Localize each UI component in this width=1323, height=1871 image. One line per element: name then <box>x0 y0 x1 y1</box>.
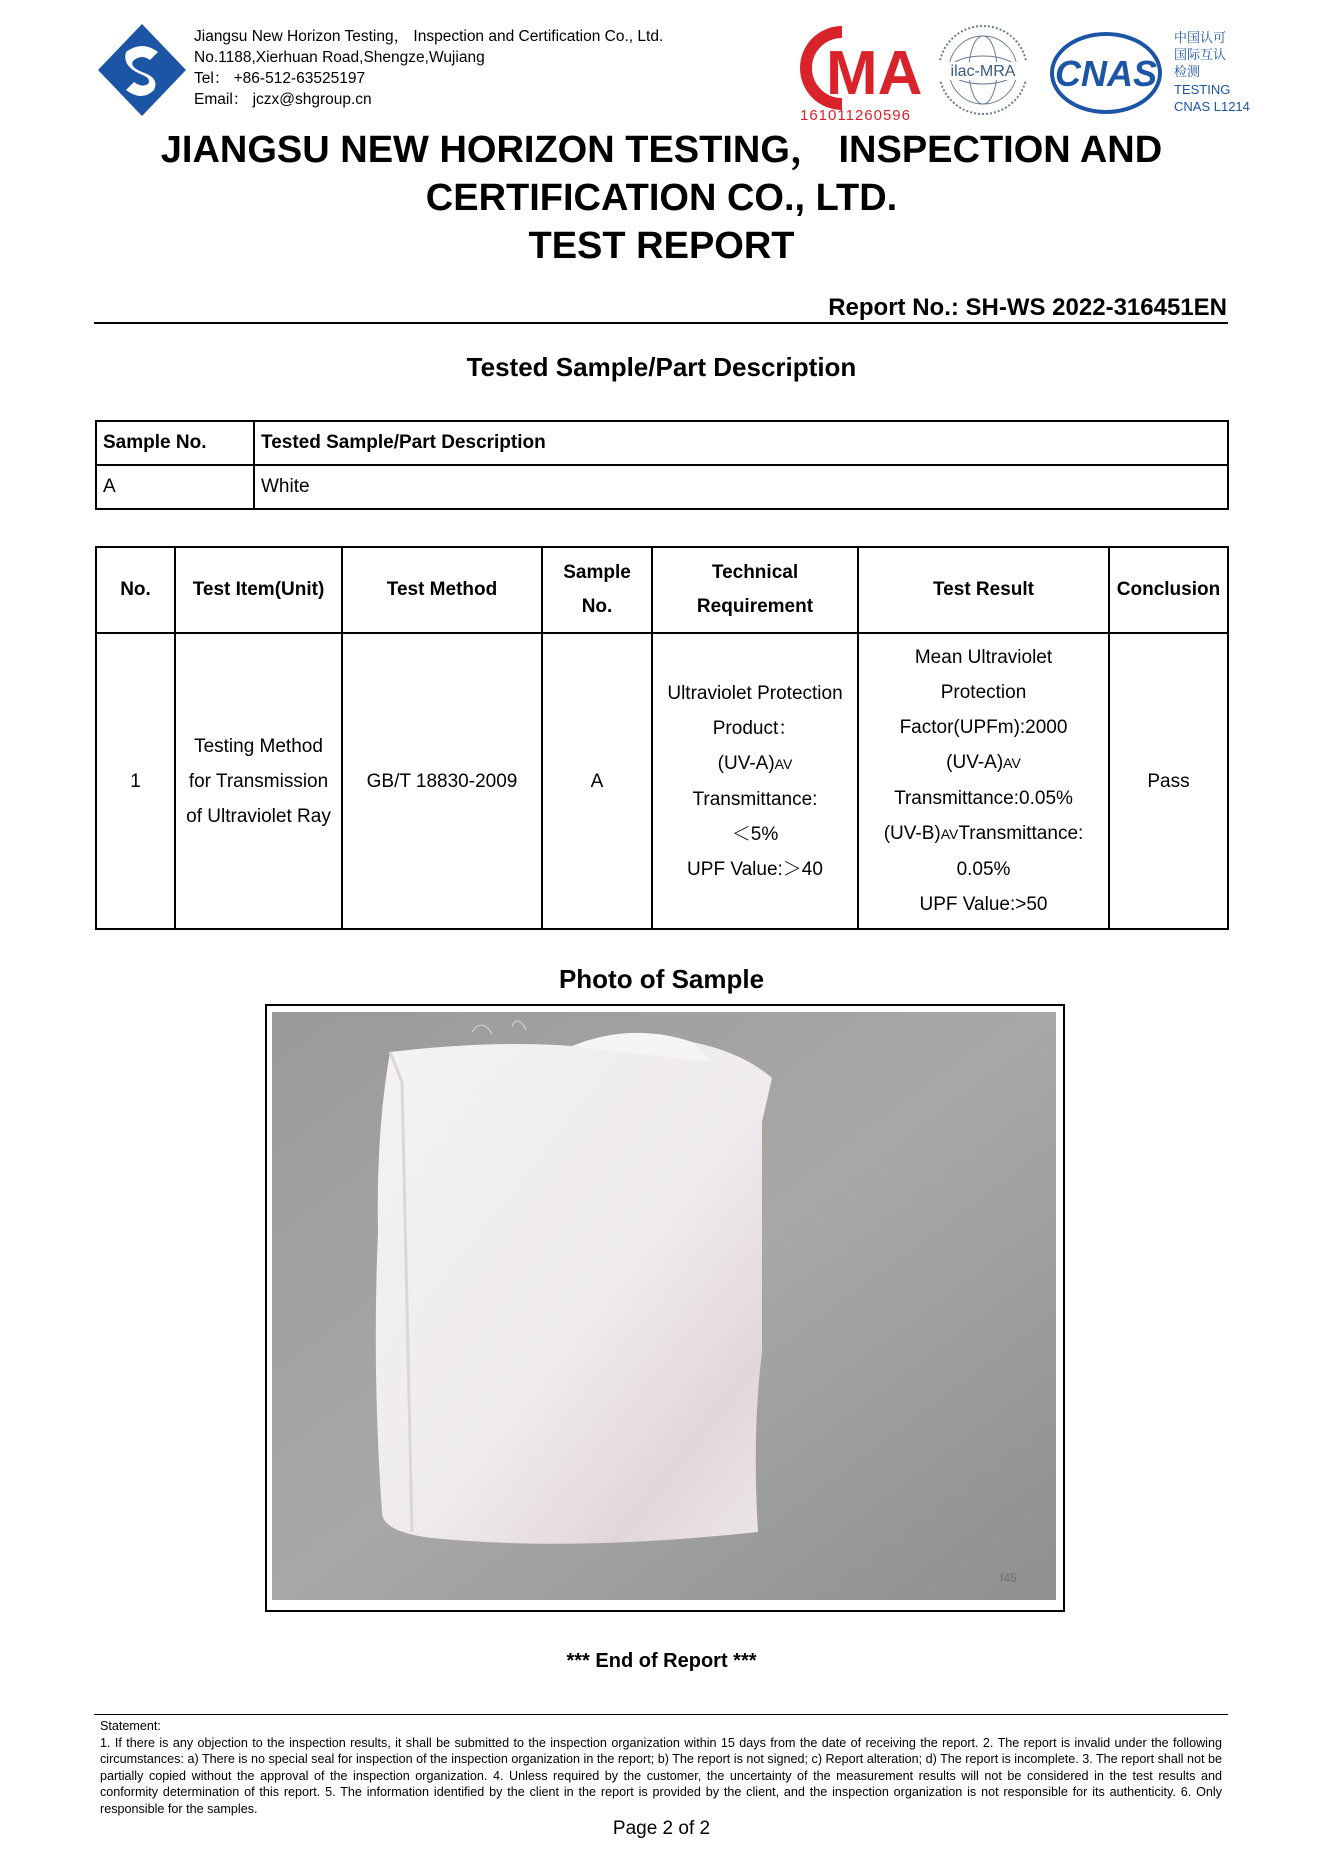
test-item-line: for Transmission <box>188 770 329 792</box>
result-line: Transmittance:0.05% <box>894 788 1073 809</box>
company-email-line: Email： jczx@shgroup.cn <box>194 91 372 108</box>
tech-header-line-1: Technical <box>711 562 799 583</box>
tech-line: ＜5% <box>731 823 779 845</box>
table-header-row <box>96 547 1228 633</box>
result-line: Protection <box>940 682 1027 703</box>
sample-photo <box>272 1012 1056 1600</box>
description-header: Tested Sample/Part Description <box>254 421 1228 465</box>
report-number: Report No.: SH-WS 2022-316451EN <box>828 294 1227 321</box>
company-address-line: No.1188,Xierhuan Road,Shengze,Wujiang <box>194 49 485 66</box>
row-no-cell: 1 <box>96 633 175 929</box>
result-line: Transmittance: <box>958 823 1084 844</box>
cnas-testing-label: TESTING <box>1174 82 1231 97</box>
sample-no-cell: A <box>542 633 652 929</box>
end-of-report: *** End of Report *** <box>566 1650 757 1672</box>
no-header: No. <box>96 547 175 633</box>
tech-header-line-2: Requirement <box>696 596 814 617</box>
cnas-logo-text: CNAS <box>1054 53 1158 94</box>
conclusion-cell: Pass <box>1109 633 1228 929</box>
result-line: Factor(UPFm):2000 <box>899 717 1068 738</box>
test-item-line: of Ultraviolet Ray <box>186 805 331 827</box>
page-number: Page 2 of 2 <box>612 1818 711 1839</box>
company-logo <box>96 22 188 118</box>
sample-mark-text: f45 <box>1000 1571 1017 1585</box>
cnas-chinese-text: 中国认可 国际互认 检测 <box>1174 31 1227 80</box>
test-result-header: Test Result <box>858 547 1109 633</box>
cnas-accreditation-text <box>1174 30 1250 115</box>
description-cell: White <box>254 465 1228 509</box>
tech-line: (UV-A) <box>717 752 775 774</box>
sample-no-header <box>542 547 652 633</box>
sample-description-table <box>95 420 1229 510</box>
company-tel-line: Tel： +86-512-63525197 <box>194 70 366 87</box>
title-line-1: JIANGSU NEW HORIZON TESTING， INSPECTION AND <box>160 129 1163 171</box>
cma-logo <box>798 22 928 122</box>
technical-requirement-header <box>652 547 858 633</box>
report-title-block <box>0 126 1323 270</box>
test-method-cell: GB/T 18830-2009 <box>342 633 542 929</box>
test-result-cell <box>858 633 1109 929</box>
title-line-2: CERTIFICATION CO., LTD. <box>425 177 898 219</box>
sample-header-line-2: No. <box>581 596 613 617</box>
test-item-line: Testing Method <box>194 735 323 757</box>
table-row <box>96 633 1228 929</box>
cma-number: 161011260596 <box>800 107 911 122</box>
ilac-mra-text: ilac-MRA <box>950 63 1016 80</box>
test-item-header: Test Item(Unit) <box>175 547 342 633</box>
result-line: Mean Ultraviolet <box>914 647 1053 668</box>
ilac-mra-logo <box>936 22 1030 118</box>
statement-block <box>100 1718 1222 1818</box>
tech-line: Product： <box>712 717 798 739</box>
result-line: (UV-B) <box>883 823 941 844</box>
test-item-cell <box>175 633 342 929</box>
statement-label: Statement: <box>100 1719 161 1733</box>
tech-line: UPF Value:＞40 <box>687 858 823 880</box>
cma-logo-text: MA <box>826 39 923 108</box>
title-line-3: TEST REPORT <box>528 225 795 267</box>
cnas-logo <box>1048 30 1164 116</box>
tech-subscript: AV <box>774 755 793 772</box>
result-subscript: AV <box>1003 755 1021 771</box>
sample-no-cell: A <box>96 465 254 509</box>
company-name-line: Jiangsu New Horizon Testing， Inspection and Certification Co., Ltd. <box>194 28 664 45</box>
result-subscript: AV <box>940 826 959 842</box>
test-method-header: Test Method <box>342 547 542 633</box>
cnas-number: CNAS L1214 <box>1174 99 1250 114</box>
tech-line: Transmittance: <box>692 788 818 810</box>
photo-section-heading: Photo of Sample <box>558 964 765 994</box>
statement-text: 1. If there is any objection to the inspection results, it shall be submitted to the inspection organization within 15 days from the date of receiving the report. 2. The report is invalid under the following circumstances: a) There is no special seal for inspection of the inspection organization in the report; b) The report is not signed; c) Report alteration; d) The report is incomplete. 3. The report shall not be partially copied without the approval of the inspection organization. 4. Unless required by the customer, the uncertainty of the measurement results will not be considered in the test results and conformity determination of this report. 5. The information identified by the client in the report is provided by the client, and the inspection organization is not responsible for its authenticity. 6. Only responsible for the samples. <box>100 1735 1222 1816</box>
result-line: UPF Value:>50 <box>919 894 1048 915</box>
test-results-table <box>95 546 1229 930</box>
header-rule <box>94 322 1228 324</box>
technical-requirement-cell <box>652 633 858 929</box>
result-line: (UV-A) <box>946 752 1004 773</box>
conclusion-header: Conclusion <box>1109 547 1228 633</box>
table-header-row <box>96 421 1228 465</box>
tech-line: Ultraviolet Protection <box>667 682 843 704</box>
sample-header-line-1: Sample <box>563 562 631 583</box>
footer-rule <box>94 1714 1228 1715</box>
sample-no-header: Sample No. <box>96 421 254 465</box>
company-contact-block <box>194 26 663 110</box>
result-line: 0.05% <box>956 859 1011 880</box>
sample-section-heading: Tested Sample/Part Description <box>466 352 857 382</box>
table-row <box>96 465 1228 509</box>
